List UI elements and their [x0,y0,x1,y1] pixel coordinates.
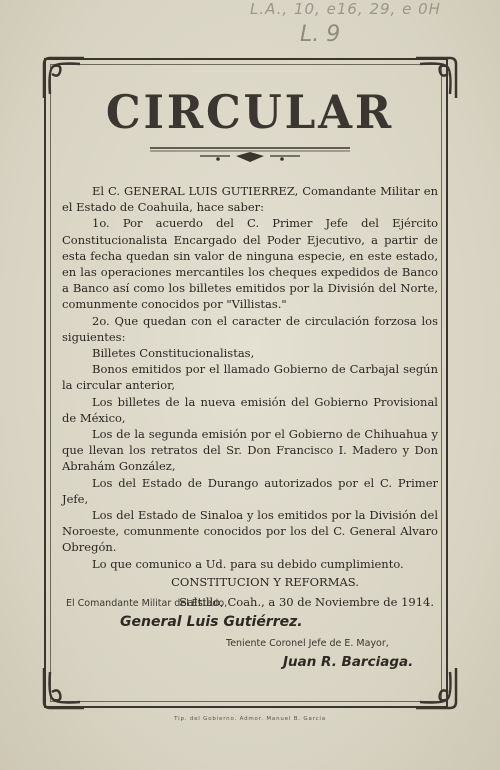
list-item: Billetes Constitucionalistas, [92,346,255,361]
pencil-annotation-number: L. 9 [300,22,341,47]
signatory-title-2: Teniente Coronel Jefe de E. Mayor, [226,638,389,649]
document-title: CIRCULAR [105,85,395,139]
signatory-name-1: General Luis Gutiérrez. [120,614,303,630]
signatory-name-2: Juan R. Barciaga. [283,654,414,670]
list-item: Los de la segunda emisión por el Gobierno de Chihuahua y que llevan los retratos del Sr. Don Francisco I. Madero y Don Abrahám González, [62,427,438,474]
list-item: Bonos emitidos por el llamado Gobierno de Carbajal según la circular anterior, [62,362,438,393]
title-divider-ornament-icon [150,144,350,164]
motto: CONSTITUCION Y REFORMAS. [171,574,359,589]
corner-ornament-icon [412,664,460,712]
closing-line: Lo que comunico a Ud. para su debido cumplimiento. [92,556,404,571]
corner-ornament-icon [40,664,88,712]
printer-imprint: Tip. del Gobierno. Admor. Manuel B. García [174,716,326,722]
circular-body [62,183,438,610]
signatory-title-1: El Comandante Militar del Estado, [66,598,228,609]
list-item: Los del Estado de Sinaloa y los emitidos por la División del Noroeste, comunmente conocidos por los del C. General Alvaro Obregón. [62,508,438,555]
list-item: Los billetes de la nueva emisión del Gobierno Provisional de México, [62,394,438,425]
date-line: Saltillo, Coah., a 30 de Noviembre de 1914. [179,595,434,610]
paragraph-2: 2o. Que quedan con el caracter de circulación forzosa los siguientes: [62,313,438,344]
list-item: Los del Estado de Durango autorizados por el C. Primer Jefe, [62,475,438,506]
paragraph-1: 1o. Por acuerdo del C. Primer Jefe del Ejército Constitucionalista Encargado del Poder Ejecutivo, a partir de esta fecha quedan sin valor de ninguna especie, en este estado, en las operaciones mercantiles los cheques expedidos de Banco a Banco así como los billetes emitidos por la División del Norte, comunmente conocidos por "Villistas." [62,216,438,312]
intro-paragraph: El C. GENERAL LUIS GUTIERREZ, Comandante Militar en el Estado de Coahuila, hace saber: [62,184,438,215]
pencil-annotation: L.A., 10, e16, 29, e 0H [250,0,441,18]
